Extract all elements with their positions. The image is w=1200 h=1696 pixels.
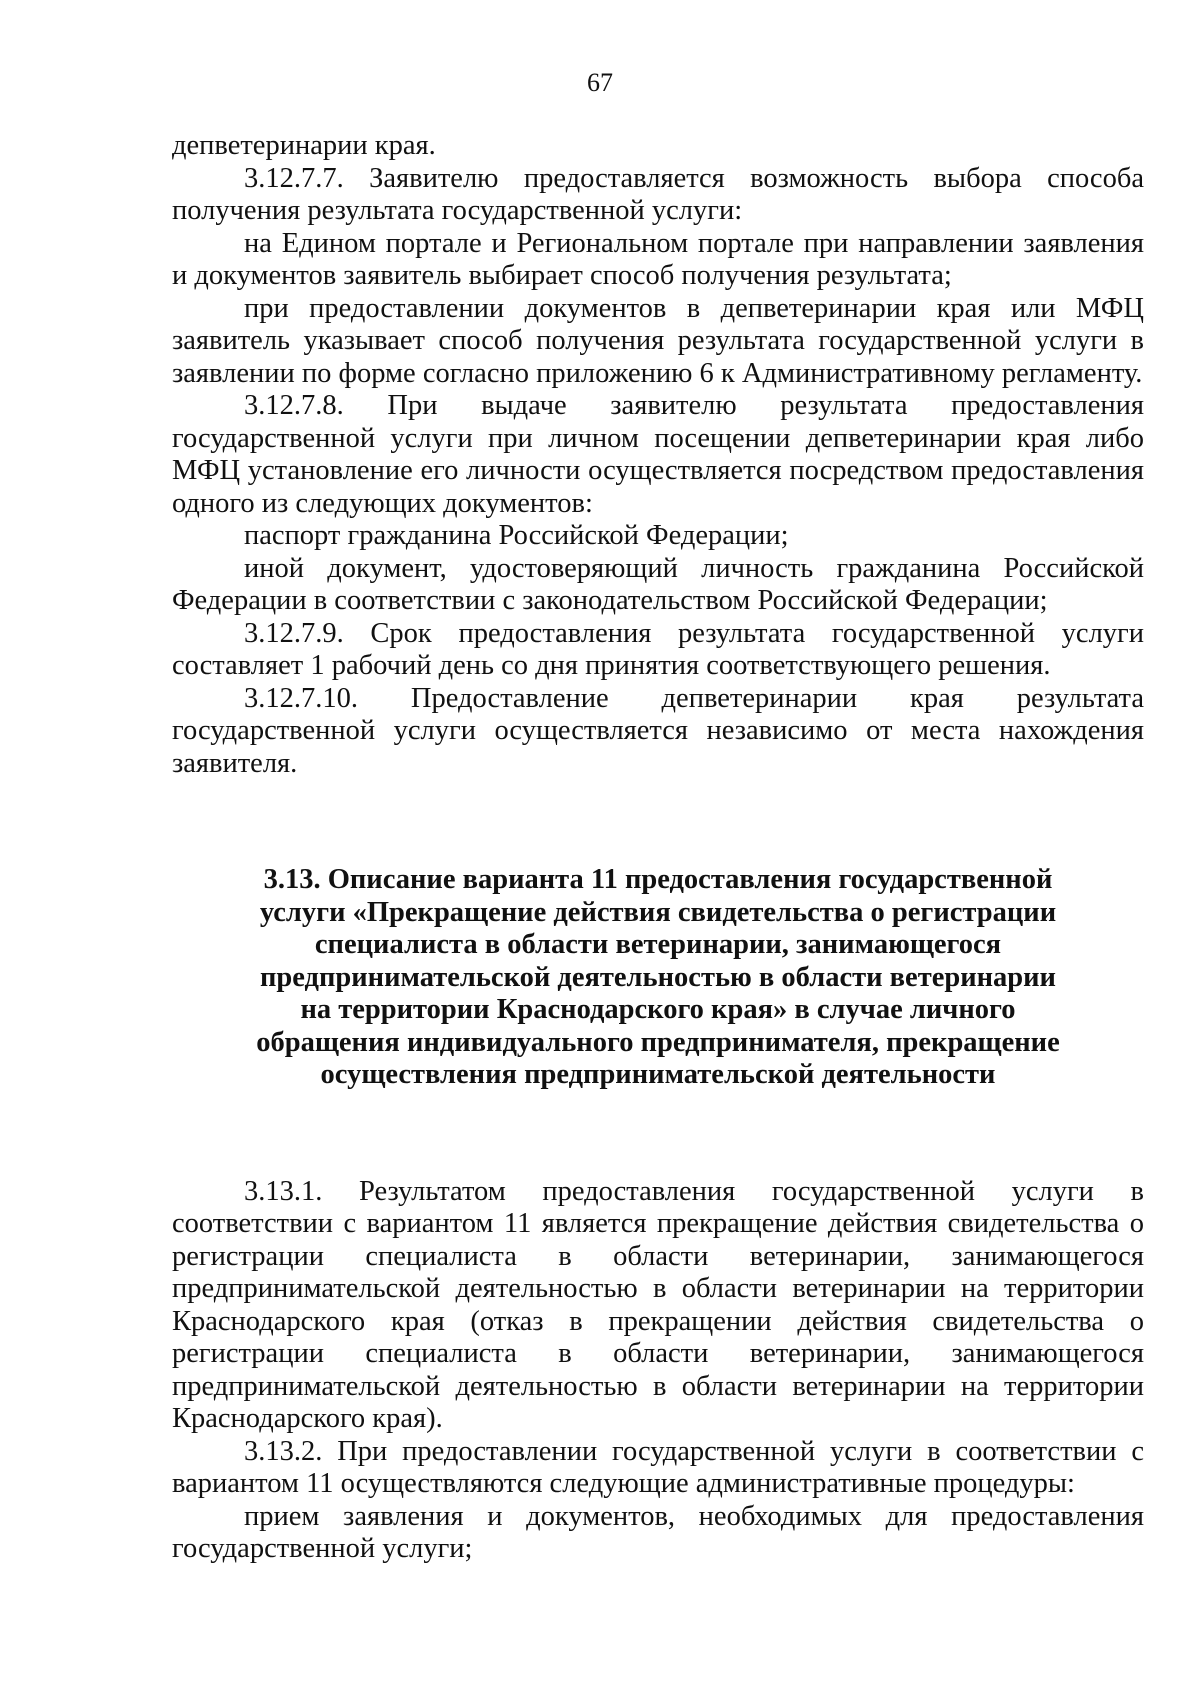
paragraph: 3.12.7.9. Срок предоставления результата государственной услуги составляет 1 рабочий день со дня принятия соответствующего решения. (172, 617, 1144, 681)
paragraph: 3.13.1. Результатом предоставления государственной услуги в соответствии с вариантом 11 является прекращение действия свидетельства о регистрации специалиста в области ветеринарии, занимающегося предпринимательской деятельностью в области ветеринарии на территории Краснодарского края (отказ в прекращении действия свидетельства о регистрации специалиста в области ветеринарии, занимающегося предпринимательской деятельностью в области ветеринарии на территории Краснодарского края). (172, 1175, 1144, 1434)
page-number: 67 (587, 68, 613, 97)
paragraph: 3.12.7.8. При выдаче заявителю результата предоставления государственной услуги при личном посещении депветеринарии края либо МФЦ установление его личности осуществляется посредством предоставления одного из следующих документов: (172, 390, 1144, 519)
paragraph: депветеринарии края. (172, 130, 436, 161)
section-heading: 3.13. Описание варианта 11 предоставления государственной услуги «Прекращение действия свидетельства о регистрации специалиста в области ветеринарии, занимающегося предпринимательской деятельностью в области ветеринарии на территории Краснодарского края» в случае личного обращения индивидуального предпринимателя, прекращение осуществления предпринимательской деятельности (256, 864, 1060, 1090)
paragraph: на Едином портале и Региональном портале при направлении заявления и документов заявитель выбирает способ получения результата; (172, 227, 1144, 291)
document-body (172, 130, 1144, 1566)
paragraph: 3.12.7.10. Предоставление депветеринарии края результата государственной услуги осуществляется независимо от места нахождения заявителя. (172, 682, 1144, 779)
paragraphs-top (172, 130, 1144, 780)
paragraph: паспорт гражданина Российской Федерации; (244, 520, 789, 551)
paragraph: 3.13.2. При предоставлении государственной услуги в соответствии с вариантом 11 осуществляются следующие административные процедуры: (172, 1435, 1144, 1499)
paragraphs-bottom (172, 1176, 1144, 1566)
paragraph: при предоставлении документов в депветеринарии края или МФЦ заявитель указывает способ получения результата государственной услуги в заявлении по форме согласно приложению 6 к Административному регламенту. (172, 292, 1144, 389)
paragraph: иной документ, удостоверяющий личность гражданина Российской Федерации в соответствии с законодательством Российской Федерации; (172, 552, 1144, 616)
paragraph: прием заявления и документов, необходимых для предоставления государственной услуги; (172, 1500, 1144, 1564)
paragraph: 3.12.7.7. Заявителю предоставляется возможность выбора способа получения результата государственной услуги: (172, 162, 1144, 226)
